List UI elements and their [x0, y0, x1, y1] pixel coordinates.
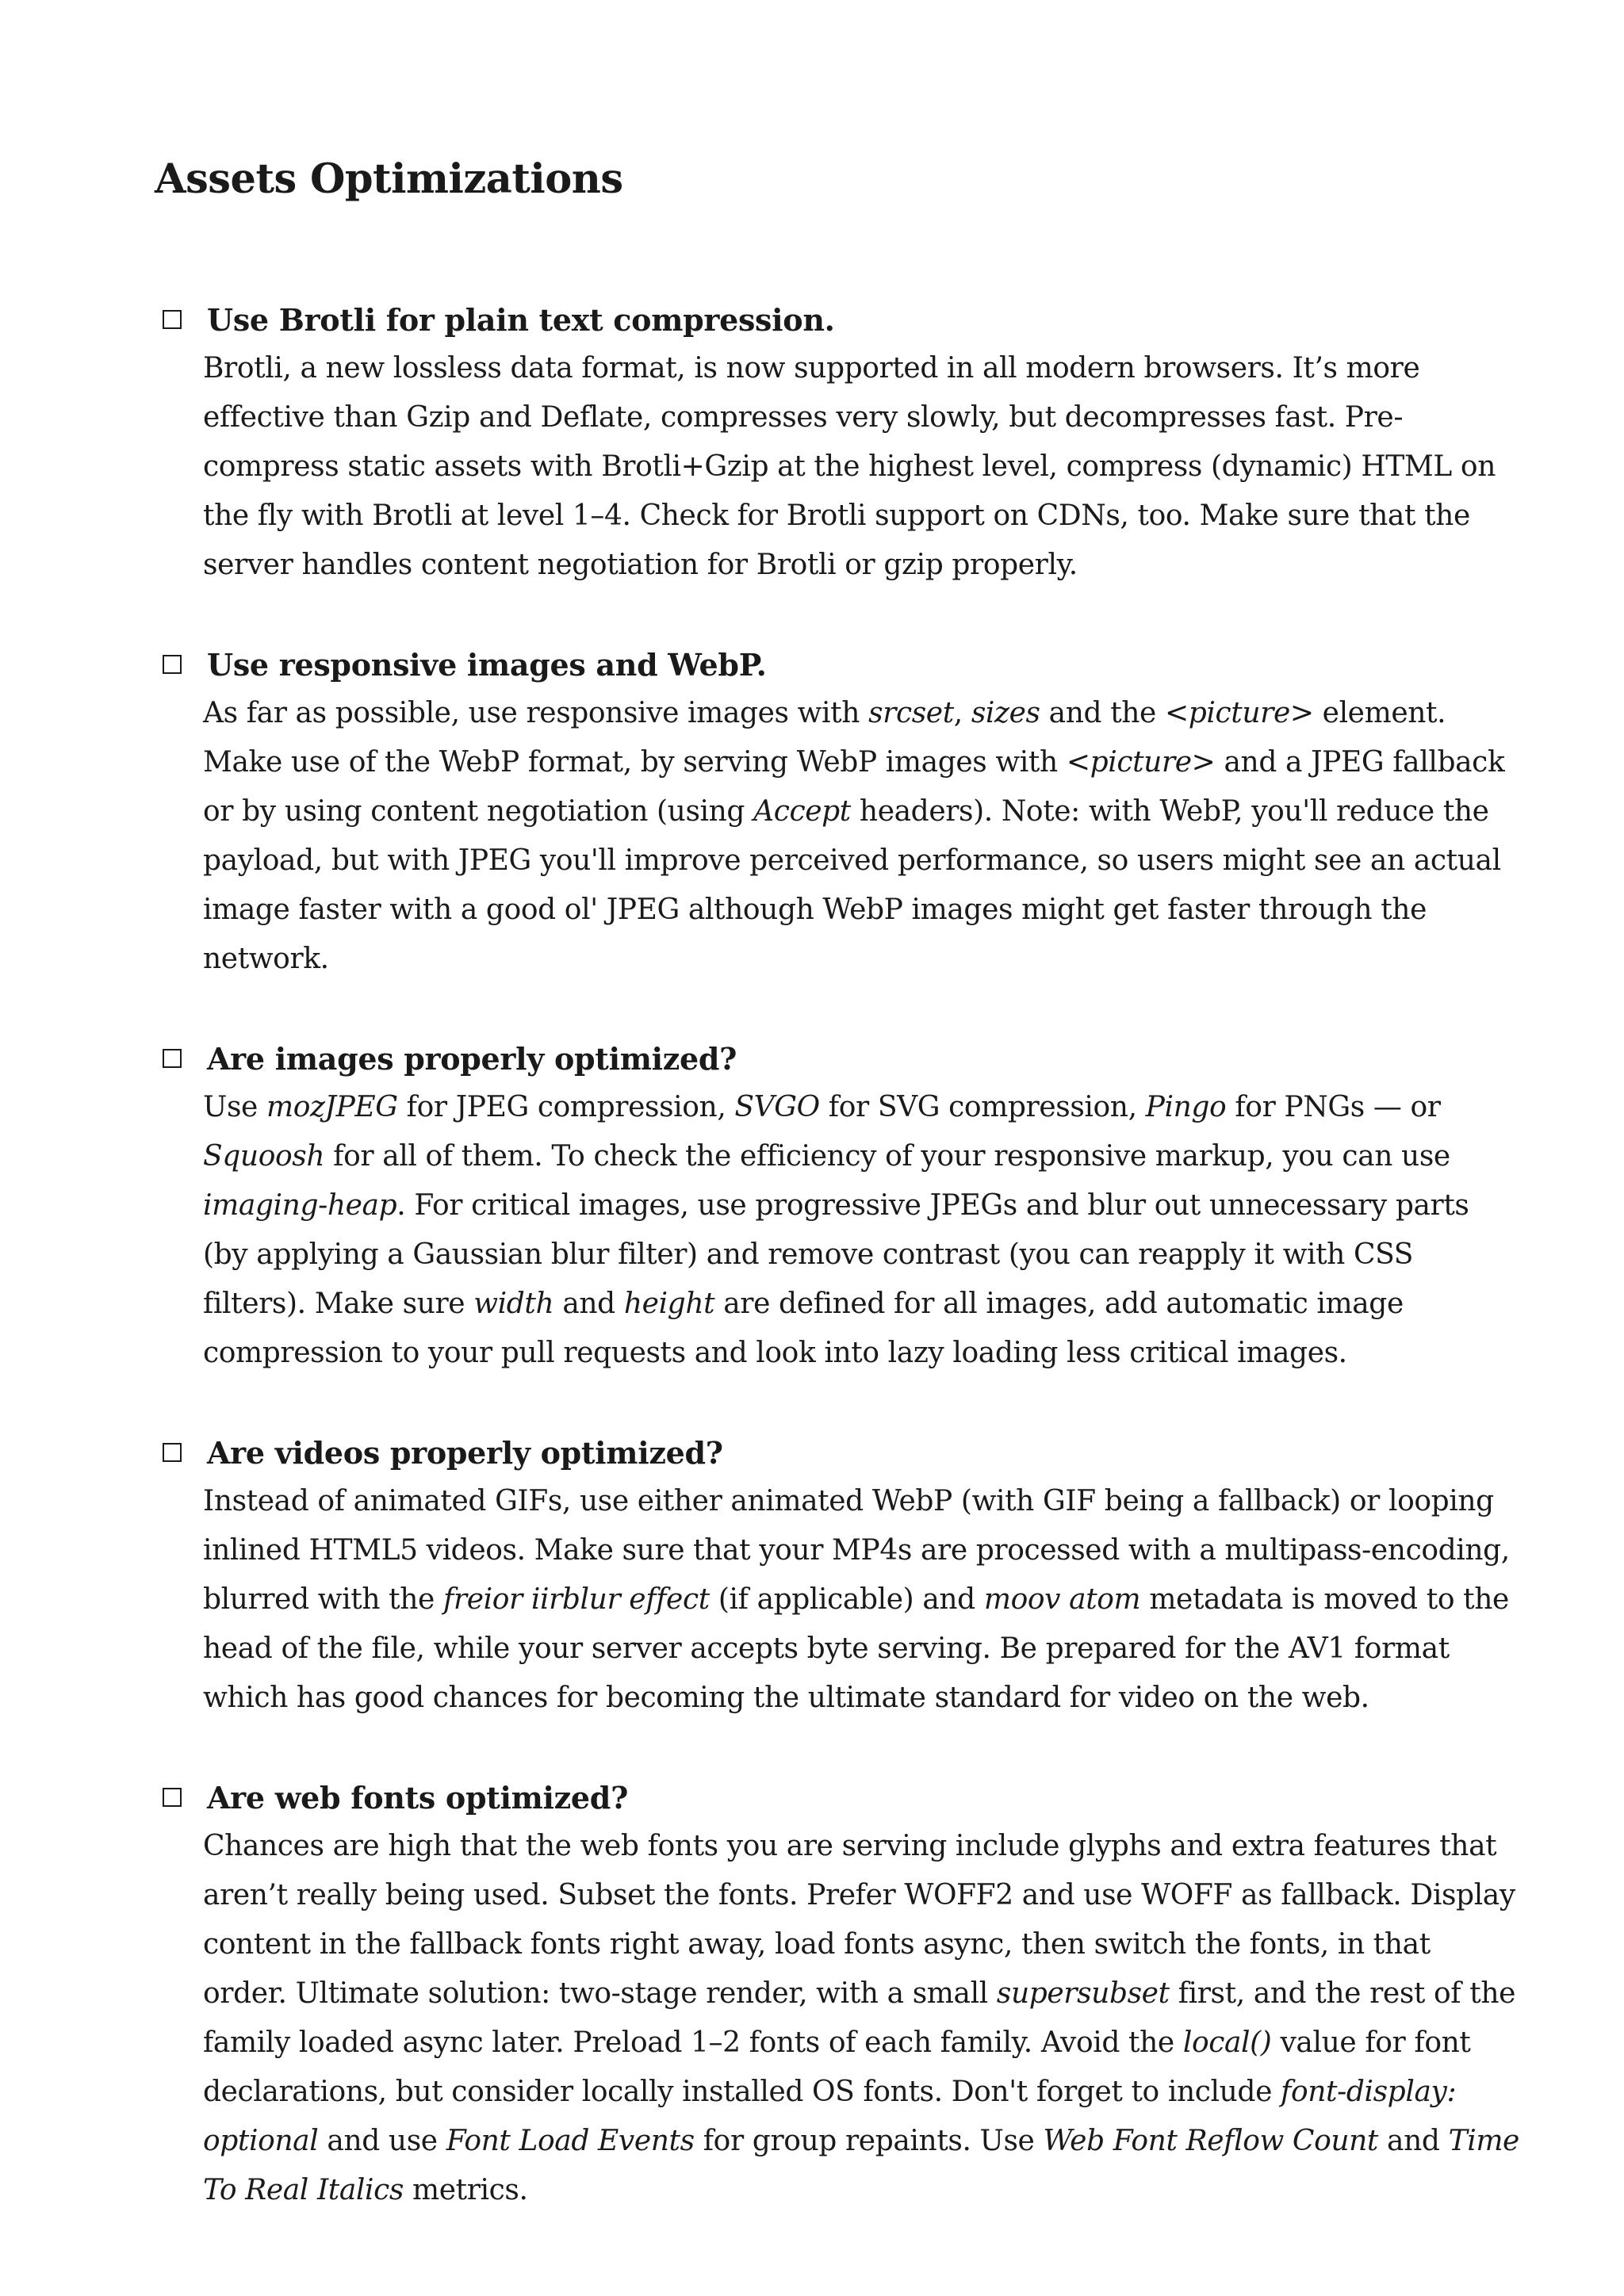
text-segment: for JPEG compression, — [397, 1091, 735, 1123]
checkbox[interactable] — [163, 1443, 182, 1462]
checklist-item-description — [203, 344, 1519, 590]
emphasized-term: sizes — [971, 697, 1040, 729]
emphasized-term: Pingo — [1145, 1091, 1227, 1123]
emphasized-term: imaging-heap — [203, 1189, 397, 1222]
emphasized-term: moov atom — [983, 1583, 1141, 1616]
checkbox[interactable] — [163, 310, 182, 329]
text-segment: and — [1378, 2125, 1449, 2157]
checklist-item — [155, 1773, 1519, 2215]
checklist-item — [155, 640, 1503, 984]
checklist — [155, 295, 1519, 2215]
checkbox[interactable] — [163, 1049, 182, 1068]
text-segment: Instead of animated GIFs, use either animated WebP (with GIF being a fallback) or looping inlined HTML5 videos. Make sure that your MP4s are processed with a multipass-encoding, blurred with the — [203, 1485, 1510, 1616]
checklist-item — [155, 1034, 1503, 1378]
emphasized-term: height — [623, 1288, 715, 1320]
checklist-item — [155, 295, 1503, 590]
emphasized-term: font-display: optional — [203, 2076, 1457, 2157]
checkbox[interactable] — [163, 1788, 182, 1807]
emphasized-term: freior iirblur effect — [442, 1583, 710, 1616]
checklist-item-header — [155, 1773, 1503, 1822]
checklist-item-header — [155, 1034, 1503, 1083]
emphasized-term: Time To Real Italics — [203, 2125, 1519, 2206]
checklist-item-header — [155, 295, 1503, 344]
text-segment: for PNGs — or — [1226, 1091, 1441, 1123]
checklist-item-description — [203, 1822, 1519, 2215]
checklist-item-header — [155, 1428, 1503, 1477]
checklist-item-description — [203, 1083, 1519, 1378]
text-segment: . For critical images, use progressive JPEGs and blur out unnecessary parts (by applying a Gaussian blur filter) and remove contrast (you can reapply it with CSS filters). Make sure — [203, 1189, 1469, 1320]
text-segment: and use — [318, 2125, 446, 2157]
text-segment: first, and the rest of the family loaded async later. Preload 1–2 fonts of each family. Avoid the — [203, 1977, 1516, 2059]
text-segment: value for font declarations, but consider locally installed OS fonts. Don't forget to include — [203, 2026, 1471, 2108]
checklist-item-title: Are images properly optimized? — [207, 1040, 737, 1077]
emphasized-term: Squoosh — [203, 1140, 325, 1173]
checklist-item-title: Are videos properly optimized? — [207, 1434, 723, 1471]
document-page — [155, 151, 1519, 2265]
text-segment: element. Make use of the WebP format, by serving WebP images with — [203, 697, 1446, 779]
text-segment: for all of them. To check the efficiency of your responsive markup, you can use — [324, 1140, 1450, 1173]
emphasized-term: Font Load Events — [446, 2125, 695, 2157]
text-segment: headers). Note: with WebP, you'll reduce the payload, but with JPEG you'll improve perceived performance, so users might see an actual image faster with a good ol' JPEG although WebP images might get faster through the network. — [203, 795, 1501, 975]
checklist-item-header — [155, 640, 1503, 689]
text-segment: metrics. — [403, 2174, 528, 2206]
emphasized-term: local() — [1182, 2026, 1272, 2059]
checklist-item-title: Use responsive images and WebP. — [207, 646, 767, 683]
text-segment: for group repaints. Use — [694, 2125, 1044, 2157]
checklist-item-title: Are web fonts optimized? — [207, 1779, 629, 1816]
checkbox[interactable] — [163, 655, 182, 674]
text-segment: As far as possible, use responsive images with — [203, 697, 869, 729]
emphasized-term: srcset — [868, 697, 954, 729]
text-segment: for SVG compression, — [819, 1091, 1146, 1123]
emphasized-term: SVGO — [734, 1091, 820, 1123]
text-segment: Brotli, a new lossless data format, is now supported in all modern browsers. It’s more effective than Gzip and Deflate, compresses very slowly, but decompresses fast. Pre-compress static assets with Brotli+Gzip at the highest level, compress (dynamic) HTML on the fly with Brotli at level 1–4. Check for Brotli support on CDNs, too. Make sure that the server handles content negotiation for Brotli or gzip properly. — [203, 352, 1496, 581]
text-segment: are defined for all images, add automatic image compression to your pull requests and look into lazy loading less critical images. — [203, 1288, 1404, 1369]
text-segment: metadata is moved to the head of the file, while your server accepts byte serving. Be prepared for the AV1 format which has good chances for becoming the ultimate standard for video on the web. — [203, 1583, 1509, 1714]
emphasized-term: <picture> — [1165, 697, 1314, 729]
emphasized-term: supersubset — [996, 1977, 1170, 2010]
checklist-item-title: Use Brotli for plain text compression. — [207, 301, 835, 338]
emphasized-term: mozJPEG — [266, 1091, 398, 1123]
text-segment: Chances are high that the web fonts you are serving include glyphs and extra features that aren’t really being used. Subset the fonts. Prefer WOFF2 and use WOFF as fallback. Display content in the fallback fonts right away, load fonts async, then switch the fonts, in that order. Ultimate solution: two-stage render, with a small — [203, 1830, 1515, 2010]
text-segment: Use — [203, 1091, 266, 1123]
emphasized-term: <picture> — [1066, 746, 1216, 779]
checklist-item-description — [203, 1477, 1519, 1723]
emphasized-term: width — [473, 1288, 554, 1320]
emphasized-term: Accept — [753, 795, 851, 828]
text-segment: , — [953, 697, 971, 729]
page-title: Assets Optimizations — [155, 155, 623, 203]
text-segment: and a JPEG fallback or by using content negotiation (using — [203, 746, 1505, 828]
text-segment: (if applicable) and — [709, 1583, 984, 1616]
text-segment: and — [553, 1288, 624, 1320]
emphasized-term: Web Font Reflow Count — [1043, 2125, 1378, 2157]
checklist-item-description — [203, 689, 1519, 984]
text-segment: and the — [1040, 697, 1165, 729]
checklist-item — [155, 1428, 1510, 1723]
